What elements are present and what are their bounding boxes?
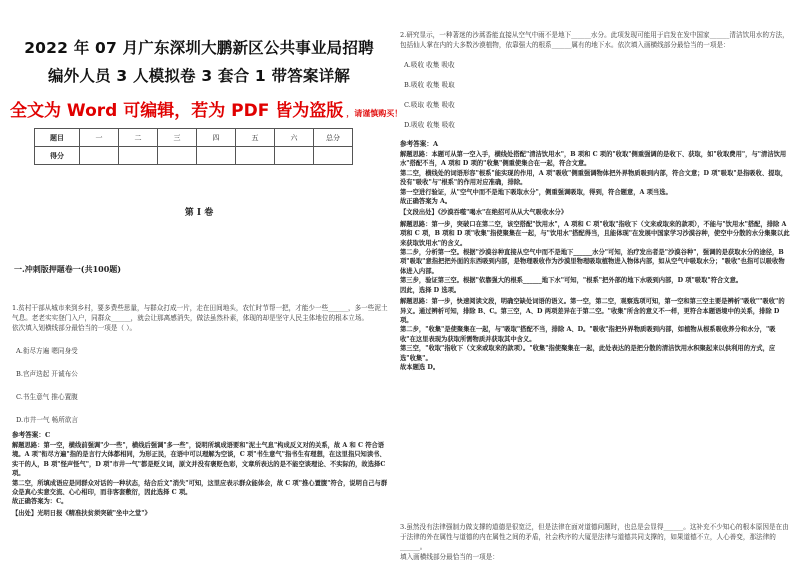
left-column [10,0,403,518]
question-1-option-d: D.市井一气 畅所欲言 [16,416,78,424]
promo-banner [10,96,403,121]
right-column [398,0,790,561]
score-cell [236,147,275,165]
score-cell [158,147,197,165]
score-row-label: 得分 [35,147,80,165]
score-header-cell: 总分 [314,129,353,147]
score-header-cell: 五 [236,129,275,147]
question-1-option-c: C.书生意气 推心置腹 [16,393,78,401]
question-2-answer: 参考答案：A [400,140,439,148]
question-2-source: 【文段出处】《沙漠吞噬"喝水"在绝招可从从大气吸收水分》 [400,209,568,217]
question-2-explanation-2: 解题思路：第一步，突破口在第二空，该空搭配"饮用水"，A 项和 C 项"收取"指收下（文来或取来的款项），不能与"饮用水"搭配，排除 A 项和 C 项，B 项和 D 项"收集"指使聚集在一起，与"饮用水"搭配得当，且能体现"在发展中国家学习沙漠谷种，使空中分散的水分集聚以此来获取饮用水"的含义。 第二步，分析第一空。根据"沙漠谷种直接从空气中而不是地下______水分"可知，治疗发出者是"沙漠谷种"，强调的是获取水分的途径，B 项"吸取"意指把把外面的东西吸到内部，是物理吸收作为沙漠里物理吸取植物进入物体内部，如从空气中吸取水分；"吸收"也指可以吸收物体进入内部。 第三步，验证第三空。根据"依靠强大的根系______地下水"可知，"根系"把外部的地下水吸到内部，D 项"吸取"符合文意。 因此，选择 D 选项。 [400,220,790,294]
score-table-score-row [35,147,353,165]
question-1-option-a: A.衔尽方遍 嗯同身受 [16,347,78,355]
score-header-cell: 题目 [35,129,80,147]
score-header-cell: 三 [158,129,197,147]
score-table-header-row [35,129,353,147]
question-2-option-a: A.吸收 收集 吸收 [404,61,455,69]
question-2-explanation: 解题思路：本题可从第一空入手，横线处搭配"清洁饮用水"，B 项和 C 项的"收取"侧重强调的是收下、获取，如"收取费用"，与"清洁饮用水"搭配不当，A 项和 D 项的"收集"侧重使集合在一起，符合文意。 第二空，横线处的词语形容"根系"能实现的作用，A 项"吸收"侧重强调物体把外界物质吸到内部，符合文意；D 项"吸取"是指吸收、提取，没有"吸收"与"根系"的作用对应准确，排除。 第一空进行验证，从"空气中而不是地下吸取水分"，侧重强调吸取，得到，符合题意，A 项当选。 故正确答案为 A。 [400,151,788,206]
question-1-explanation: 解题思路：第一空，横线前强调"少一些"，横线后强调"多一些"，说明所填成语要和"泥土气息"构成反义对的关系，故 A 和 C 符合语境。A 项"衔尽方遍"指的是言行大体都相同，为形正民，在语中可以理解为空谈，C 项"书生意气"指书生有理想，在这里指只知读书、实干的人，B 项"怪声怪气"，D 项"市井一气"都是贬义词，原文并没有褒贬色彩，文章所表达的是不能空谈理论、不实际的，故选择C项。 第二空，所填成语应是同群众对话的一种状态，结合后文"消失"可知，这里应表示群众能体会，故 C 项"推心置腹"符合，说明自己与群众是真心实意交流、心心相印，而非客套敷衍，因此选择 C 项。 故正确答案为：C。 [12,442,388,506]
document-title-line2: 编外人员 3 人模拟卷 3 套合 1 带答案详解 [47,67,351,85]
score-cell [119,147,158,165]
question-2-option-c: C.吸取 收集 吸收 [404,101,455,109]
part-title: 一.冲刺版押题卷一(共100题) [14,264,122,274]
question-1-answer: 参考答案：C [12,431,51,439]
question-2-option-d: D.吸收 收集 吸收 [404,121,455,129]
score-cell [80,147,119,165]
score-cell [314,147,353,165]
question-1-stem: 1.贫村干部从城市来到乡村，要多费些思量，与群众打成一片，走在田间地头，农忙时节帮一把，才能少一些______，多一些泥土气息。老老实实登门入户，同群众______，就会让那离感消失，做法虽然朴素，体现的却是坚守人民主体地位的根本立场。 依次填入划横线部分最恰当的一项是（ ）。 [12,304,388,332]
document-title-line1: 2022 年 07 月广东深圳大鹏新区公共事业局招聘 [24,39,374,57]
question-2-explanation-3: 解题思路：第一步，快速阅读文段，明确空缺处词语的语义。第一空，第二空，观察选项可知，第一空和第三空主要是辨析"吸收""吸收"的异义。通过辨析可知，排除 B、C。第三空，A、D 两项差异在于第二空。"收集"所含的意义不一样，更符合本题语境中的关系，排除 D 项。 第二步，"收集"是使聚集在一起，与"吸取"搭配不当，排除 A、D。"吸收"指把外界物质吸到内部，如植物从根系吸收养分和水分，"吸收"在这里表现为获取所需物质并获取其中含义。 第三空，"收取"指收下（文来或取来的款项）。"收集"指使聚集在一起，此处表达的是把分散的清洁饮用水积聚起来以供利用的方式，应选"收集"。 故本题选 D。 [400,298,785,371]
question-3-stem: 3.虽然没有法律强制力做支撑的道德是很宽泛，但是法律在面对道德问题时，也总是会显得______。这补充不少知心的根本原因是在由于法律的外在属性与道德的内在属性之间的矛盾，社会秩序的大厦是法律与道德共同支撑的，如果道德不立，人心善变，那法律的______。 填入画横线部分最恰当的一项是： [400,523,789,561]
score-table [34,128,353,165]
question-1-option-b: B.官声迭起 开诚布公 [16,370,78,378]
promo-main-text: 全文为 Word 可编辑，若为 PDF 皆为盗版 [10,101,344,121]
score-cell [197,147,236,165]
score-header-cell: 一 [80,129,119,147]
score-header-cell: 二 [119,129,158,147]
section-title: 第 I 卷 [184,208,214,218]
question-2-option-b: B.吸收 收集 吸取 [404,81,455,89]
question-2-stem: 2.研究显示，一种著迷的沙蒿香能直接从空气中雨不是地下______水分。此项发现可能用于启发在发中国家______清洁饮用水的方法，包括仙人掌在内的大多数沙漠植物，依靠强大的根系______属有的地下水。依次填入画横线部分最恰当的一项是： [400,31,789,49]
score-cell [275,147,314,165]
promo-sub-text: ，请谨慎购买！ [346,108,403,118]
score-header-cell: 六 [275,129,314,147]
score-header-cell: 四 [197,129,236,147]
question-1-source: 【出处】光明日报《精准扶贫须突破"坐中之堂"》 [12,509,151,517]
